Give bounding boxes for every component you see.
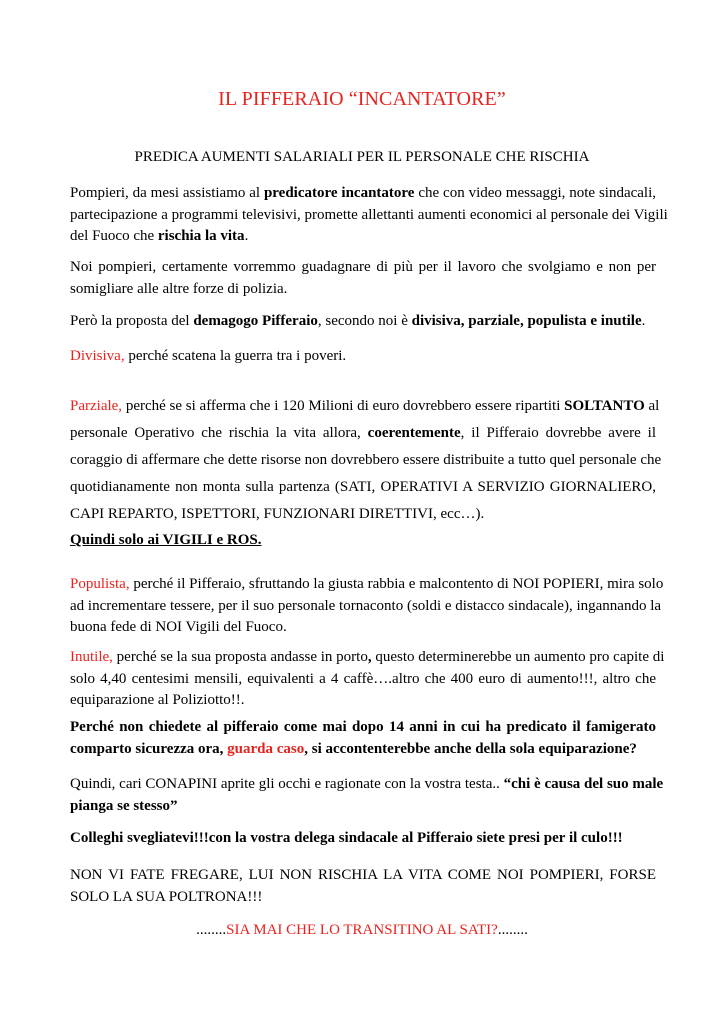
bold-quote: pianga se stesso” — [70, 797, 178, 814]
paragraph-line — [70, 393, 660, 420]
paragraph-line — [70, 739, 656, 761]
text-run: Però la proposta del — [70, 313, 194, 329]
text-run: , il Pifferaio dovrebbe avere il — [460, 425, 656, 441]
paragraph-line — [70, 183, 656, 205]
bold-text: demagogo Pifferaio — [193, 313, 318, 329]
bold-quote: “chi è causa del suo male — [503, 776, 664, 792]
bold-text: divisiva, parziale, populista e inutile — [411, 313, 642, 329]
text-run: del Fuoco che — [70, 228, 158, 244]
paragraph-line: solo 4,40 centesimi mensili, equivalenti a 4 caffè….altro che 400 euro di aumento!!!, altro che — [70, 670, 656, 687]
keyword-parziale: Parziale, — [70, 398, 123, 414]
underlined-conclusion: Quindi solo ai VIGILI e ROS. — [70, 532, 262, 548]
paragraph-line — [70, 647, 665, 669]
paragraph-line: NON VI FATE FREGARE, LUI NON RISCHIA LA VITA COME NOI POMPIERI, FORSE — [70, 867, 656, 883]
text-run: perché scatena la guerra tra i poveri. — [124, 348, 347, 364]
text-run: . — [641, 313, 646, 329]
document-subtitle: PREDICA AUMENTI SALARIALI PER IL PERSONALE CHE RISCHIA — [134, 149, 590, 165]
paragraph-parziale — [70, 393, 662, 552]
paragraph-non-vi-fate-fregare — [70, 865, 656, 908]
keyword-divisiva: Divisiva, — [70, 348, 125, 364]
text-run: Quindi, cari CONAPINI aprite gli occhi e ragionate con la vostra testa.. — [70, 776, 504, 792]
paragraph-line: equiparazione al Poliziotto!!. — [70, 692, 245, 708]
paragraph-colleghi — [70, 828, 656, 850]
paragraph-line — [70, 796, 656, 818]
text-run: perché il Pifferaio, sfruttando la giusta rabbia e malcontento di NOI POPIERI, mira solo — [129, 576, 664, 592]
paragraph-line: ad incrementare tessere, per il suo personale tornaconto (soldi e distacco sindacale), ingannando la — [70, 597, 662, 614]
bold-text: predicatore incantatore — [263, 185, 415, 201]
text-run: questo determinerebbe un aumento pro capite di — [371, 649, 665, 665]
paragraph-line: quotidianamente non monta sulla partenza (SATI, OPERATIVI A SERVIZIO GIORNALIERO, — [70, 479, 656, 495]
paragraph-populista — [70, 574, 664, 639]
paragraph-line — [70, 311, 656, 333]
paragraph-intro — [70, 183, 668, 248]
highlight-guarda-caso: guarda caso — [227, 740, 305, 757]
paragraph-line: buona fede di NOI Vigili del Fuoco. — [70, 619, 287, 635]
text-run: , si accontenterebbe anche della sola equiparazione? — [304, 740, 637, 757]
bold-text: coerentemente — [367, 425, 461, 441]
text-run: . — [244, 228, 249, 244]
paragraph-line: coraggio di affermare che dette risorse non dovrebbero essere distribuite a tutto quel personale che — [70, 452, 662, 468]
text-run: comparto sicurezza ora, — [70, 740, 228, 757]
bold-text: SOLTANTO — [564, 398, 645, 414]
paragraph-line: Noi pompieri, certamente vorremmo guadagnare di più per il lavoro che svolgiamo e non per — [70, 259, 656, 275]
text-run: che con video messaggi, note sindacali, — [414, 185, 657, 201]
text-run: ........ — [196, 922, 227, 938]
closing-line — [0, 922, 724, 939]
paragraph-line: somigliare alle altre forze di polizia. — [70, 280, 288, 297]
paragraph-line — [70, 346, 656, 368]
paragraph-line — [70, 574, 664, 596]
paragraph-line: partecipazione a programmi televisivi, promette allettanti aumenti economici al personale dei Vigili — [70, 206, 668, 223]
text-run: perché se si afferma che i 120 Milioni di euro dovrebbero essere ripartiti — [122, 398, 565, 414]
paragraph-inutile — [70, 647, 665, 712]
text-run: perché se la sua proposta andasse in porto — [112, 649, 368, 665]
text-run: al — [644, 398, 660, 414]
paragraph-line — [70, 420, 656, 447]
document-title: IL PIFFERAIO “INCANTATORE” — [218, 88, 506, 110]
paragraph-pompieri — [70, 257, 656, 300]
keyword-populista: Populista, — [70, 576, 130, 592]
paragraph-line: Perché non chiedete al pifferaio come mai dopo 14 anni in cui ha predicato il famigerato — [70, 719, 656, 735]
bold-text: rischia la vita — [157, 228, 245, 244]
paragraph-conapini — [70, 774, 664, 817]
text-run: personale Operativo che rischia la vita allora, — [70, 425, 368, 441]
paragraph-line: Colleghi svegliatevi!!!con la vostra delega sindacale al Pifferaio siete presi per il culo!!! — [70, 830, 623, 846]
text-run: , secondo noi è — [317, 313, 412, 329]
paragraph-question — [70, 717, 656, 760]
bold-text: , — [367, 649, 372, 665]
text-run: Pompieri, da mesi assistiamo al — [70, 185, 264, 201]
keyword-inutile: Inutile, — [70, 649, 113, 665]
paragraph-proposta — [70, 311, 656, 333]
paragraph-line — [70, 774, 664, 796]
closing-question: SIA MAI CHE LO TRANSITINO AL SATI? — [226, 922, 498, 938]
paragraph-line — [70, 226, 656, 248]
paragraph-divisiva — [70, 346, 656, 368]
paragraph-line: CAPI REPARTO, ISPETTORI, FUNZIONARI DIRETTIVI, ecc…). — [70, 506, 485, 522]
paragraph-line: SOLO LA SUA POLTRONA!!! — [70, 888, 263, 905]
text-run: ........ — [497, 922, 528, 938]
